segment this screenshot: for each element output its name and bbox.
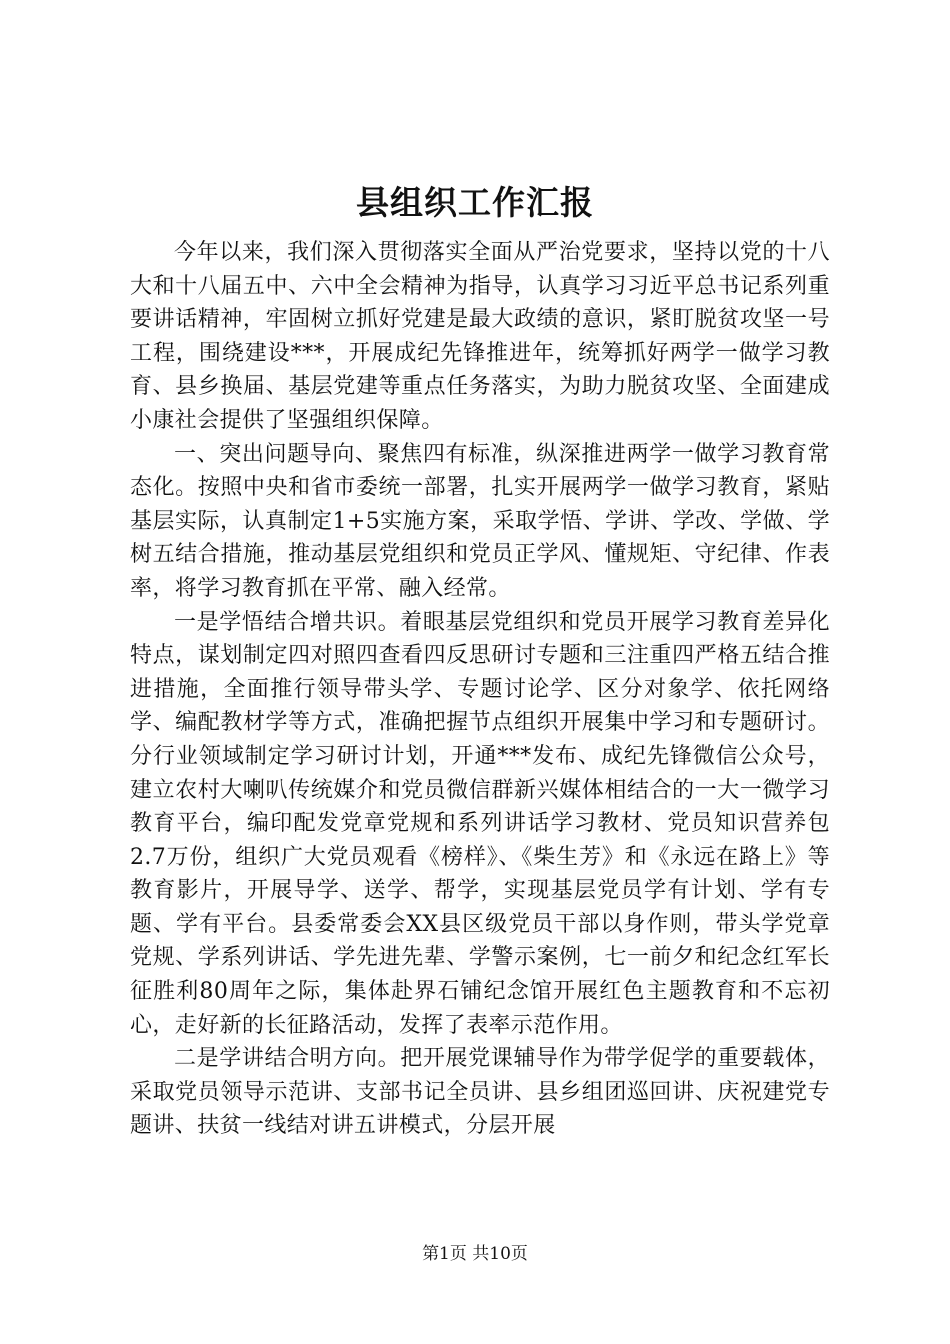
document-title: 县组织工作汇报 (356, 183, 594, 222)
paragraph-section-one: 一、突出问题导向、聚焦四有标准，纵深推进两学一做学习教育常态化。按照中央和省市委统一部署，扎实开展两学一做学习教育，紧贴基层实际，认真制定1+5实施方案，采取学悟、学讲、学改、学做、学树五结合措施，推动基层党组织和党员正学风、懂规矩、守纪律、作表率，将学习教育抓在平常、融入经常。 (130, 441, 830, 601)
page-footer: 第1页 共10页 (422, 1244, 528, 1264)
paragraph-point-one: 一是学悟结合增共识。着眼基层党组织和党员开展学习教育差异化特点，谋划制定四对照四查看四反思研讨专题和三注重四严格五结合推进措施，全面推行领导带头学、专题讨论学、区分对象学、依托网络学、编配教材学等方式，准确把握节点组织开展集中学习和专题研讨。分行业领域制定学习研讨计划，开通***发布、成纪先锋微信公众号，建立农村大喇叭传统媒介和党员微信群新兴媒体相结合的一大一微学习教育平台，编印配发党章党规和系列讲话学习教材、党员知识营养包2.7万份，组织广大党员观看《榜样》、《柴生芳》和《永远在路上》等教育影片，开展导学、送学、帮学，实现基层党员学有计划、学有专题、学有平台。县委常委会XX县区级党员干部以身作则，带头学党章党规、学系列讲话、学先进先辈、学警示案例，七一前夕和纪念红军长征胜利80周年之际，集体赴界石铺纪念馆开展红色主题教育和不忘初心，走好新的长征路活动，发挥了表率示范作用。 (130, 609, 830, 1038)
paragraph-intro: 今年以来，我们深入贯彻落实全面从严治党要求，坚持以党的十八大和十八届五中、六中全会精神为指导，认真学习习近平总书记系列重要讲话精神，牢固树立抓好党建是最大政绩的意识，紧盯脱贫攻坚一号工程，围绕建设***，开展成纪先锋推进年，统筹抓好两学一做学习教育、县乡换届、基层党建等重点任务落实，为助力脱贫攻坚、全面建成小康社会提供了坚强组织保障。 (130, 240, 830, 433)
paragraph-point-two: 二是学讲结合明方向。把开展党课辅导作为带学促学的重要载体，采取党员领导示范讲、支部书记全员讲、县乡组团巡回讲、庆祝建党专题讲、扶贫一线结对讲五讲模式，分层开展 (130, 1046, 830, 1139)
document-body (130, 236, 830, 1143)
